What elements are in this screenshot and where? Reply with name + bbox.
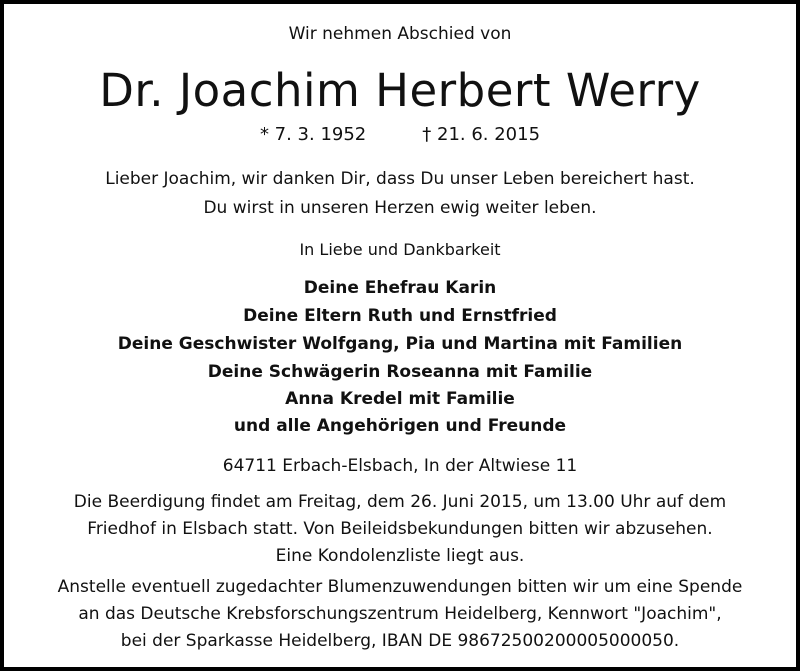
funeral-line: Die Beerdigung findet am Freitag, dem 26. Juni 2015, um 13.00 Uhr auf dem (73, 492, 727, 512)
message-line: Du wirst in unseren Herzen ewig weiter leben. (203, 198, 597, 218)
mourner-line: und alle Angehörigen und Freunde (233, 416, 567, 436)
funeral-line: Eine Kondolenzliste liegt aus. (275, 546, 525, 566)
intro-line: Wir nehmen Abschied von (288, 24, 512, 44)
message-line: Lieber Joachim, wir danken Dir, dass Du unser Leben bereichert hast. (105, 169, 695, 189)
mourner-line: Deine Geschwister Wolfgang, Pia und Martina mit Familien (117, 334, 683, 354)
mourner-line: Deine Ehefrau Karin (303, 278, 497, 298)
birth-date: * 7. 3. 1952 (259, 124, 367, 145)
mourner-line: Deine Schwägerin Roseanna mit Familie (207, 362, 593, 382)
mourner-line: Deine Eltern Ruth und Ernstfried (243, 306, 557, 326)
donation-line: bei der Sparkasse Heidelberg, IBAN DE 98672500200005000050. (120, 631, 680, 651)
death-date: † 21. 6. 2015 (422, 124, 541, 145)
address-line: 64711 Erbach-Elsbach, In der Altwiese 11 (222, 456, 578, 476)
deceased-name: Dr. Joachim Herbert Werry (99, 64, 701, 117)
donation-line: Anstelle eventuell zugedachter Blumenzuwendungen bitten wir um eine Spende (57, 577, 743, 597)
life-dates (4, 124, 796, 145)
love-line: In Liebe und Dankbarkeit (299, 240, 501, 259)
funeral-line: Friedhof in Elsbach statt. Von Beileidsbekundungen bitten wir abzusehen. (87, 519, 713, 539)
mourner-line: Anna Kredel mit Familie (285, 389, 515, 409)
donation-line: an das Deutsche Krebsforschungszentrum Heidelberg, Kennwort "Joachim", (78, 604, 722, 624)
